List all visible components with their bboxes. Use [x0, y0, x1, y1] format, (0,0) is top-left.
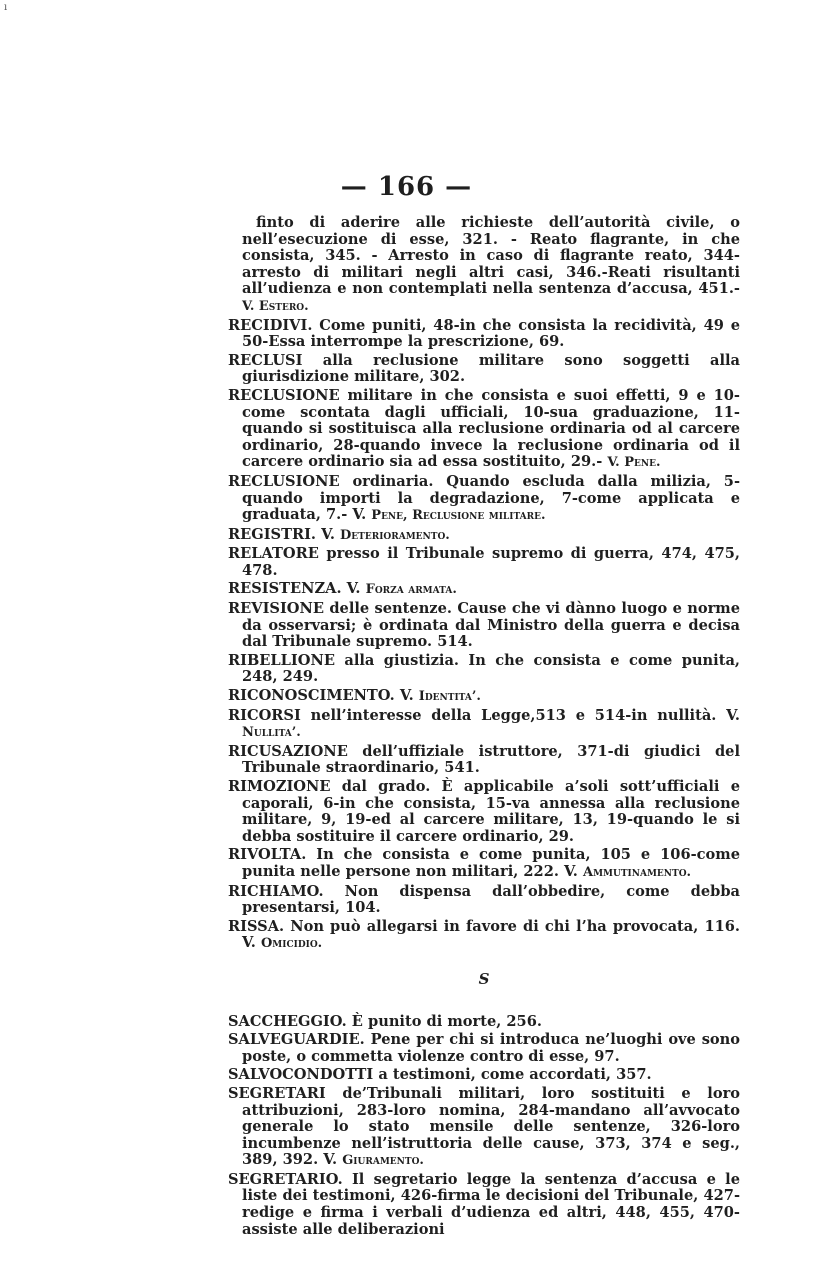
index-entry [228, 1086, 740, 1170]
entry-text: In che consista e come punita, 105 e 106-come punita nelle persone non militari, 222. V. [242, 846, 740, 880]
entry-headword: RELATORE [228, 545, 319, 563]
index-entry [228, 688, 740, 706]
index-entry [228, 546, 740, 579]
entry-cross-reference: Giuramento. [342, 1153, 424, 1169]
entry-text: de’Tribunali militari, loro sostituiti e loro attribuzioni, 283-loro nomina, 284-mandano all’avvocato generale lo stato mensile delle sentenze, 326-loro incumbenze nell’istruttoria delle cause, 373, 374 e seg., 389, 392. V. [242, 1084, 740, 1169]
index-entry [228, 388, 740, 472]
entry-headword: RICONOSCIMENTO. [228, 687, 395, 705]
entry-text: militare in che consista e suoi effetti, 9 e 10-come scontata dagli ufficiali, 10-sua graduazione, 11-quando si sostituisca alla reclusione ordinaria od al carcere ordinario, 28-quando invece la reclusione ordinaria od il carcere ordinario sia ad essa sostituito, 29.- [242, 386, 740, 471]
entry-text: a testimoni, come accordati, 357. [378, 1066, 652, 1084]
index-entry [228, 744, 740, 777]
index-entry [228, 1067, 740, 1084]
index-entry [228, 474, 740, 525]
entry-text: dell’uffiziale istruttore, 371-di giudici del Tribunale straordinario, 541. [242, 742, 740, 777]
index-entry [228, 1172, 740, 1238]
page-corner-mark: ı [4, 2, 8, 13]
index-entry [228, 919, 740, 953]
entry-headword: SEGRETARI [228, 1084, 326, 1102]
entry-text: V. [399, 687, 414, 705]
index-entry [228, 215, 740, 316]
entry-text: Come puniti, 48-in che consista la recidività, 49 e 50-Essa interrompe la prescrizione, 69. [242, 316, 740, 351]
entry-text: alla giustizia. In che consista e come punita, 248, 249. [242, 651, 740, 686]
page-number: — 166 — [340, 172, 473, 202]
entry-text: Il segretario legge la sentenza d’accusa e le liste dei testimoni, 426-firma le decisioni del Tribunale, 427-redige e firma i verbali d’udienza ed altri, 448, 455, 470-assiste alle deliberazioni [242, 1170, 740, 1238]
entry-text: ordinaria. Quando escluda dalla milizia, 5-quando importi la degradazione, 7-come applicata e graduata, 7.- V. [242, 472, 740, 524]
entry-headword: SALVEGUARDIE. [228, 1031, 365, 1049]
entry-headword: RECLUSIONE [228, 472, 340, 490]
index-entry [228, 779, 740, 845]
entry-headword: RESISTENZA. [228, 580, 342, 598]
entry-headword: SEGRETARIO. [228, 1170, 343, 1188]
index-entry [228, 318, 740, 351]
entry-cross-reference: Forza armata. [365, 582, 457, 598]
entry-cross-reference: V. Estero. [242, 298, 309, 314]
entry-headword: SACCHEGGIO. [228, 1012, 347, 1030]
entry-cross-reference: Omicidio. [260, 936, 323, 952]
entry-text: V. [321, 525, 335, 543]
entry-headword: RECLUSIONE [228, 386, 340, 404]
entry-text: delle sentenze. Cause che vi dànno luogo e norme da osservarsi; è ordinata dal Ministro della guerra e decisa dal Tribunale supremo. 514. [242, 600, 740, 651]
entry-text: nell’interesse della Legge,513 e 514-in nullità. V. [310, 706, 740, 724]
index-text-block [228, 215, 740, 1240]
entry-headword: REGISTRI. [228, 525, 316, 543]
index-entry [228, 708, 740, 742]
entry-cross-reference: Identita’. [418, 689, 481, 705]
entry-headword: REVISIONE [228, 600, 324, 618]
entry-headword: SALVOCONDOTTI [228, 1066, 374, 1084]
entry-headword: RIBELLIONE [228, 651, 335, 669]
entry-headword: RICUSAZIONE [228, 742, 348, 760]
index-entry [228, 653, 740, 686]
entry-headword: RECIDIVI. [228, 316, 313, 334]
entry-headword: RICORSI [228, 706, 301, 724]
section-letter-heading: S [478, 969, 490, 988]
entry-text: È punito di morte, 256. [351, 1012, 542, 1030]
entry-headword: RECLUSI [228, 351, 303, 369]
entry-text: Non dispensa dall’obbedire, come debba presentarsi, 104. [242, 882, 740, 917]
entry-cross-reference: Deterioramento. [340, 527, 450, 543]
entries-letter-r [228, 215, 740, 953]
entry-cross-reference: Nullita’. [242, 725, 301, 741]
entry-text: dal grado. È applicabile a’soli sott’ufficiali e caporali, 6-in che consista, 15-va annessa alla reclusione militare, 9, 19-ed al carcere militare, 13, 19-quando le si debba sostituire il carcere ordinario, 29. [242, 778, 740, 845]
entry-text: presso il Tribunale supremo di guerra, 474, 475, 478. [242, 545, 740, 579]
index-entry [228, 353, 740, 386]
entry-text: V. [346, 580, 361, 598]
index-entry [228, 847, 740, 881]
entries-letter-s [228, 1014, 740, 1239]
entry-headword: RISSA. [228, 917, 285, 935]
entry-text: Pene per chi si introduca ne’luoghi ove sono poste, o commetta violenze contro di esse, 97. [242, 1031, 740, 1065]
entry-headword: RIVOLTA. [228, 846, 307, 864]
entry-cross-reference: Ammutinamento. [582, 864, 692, 880]
entry-headword: RICHIAMO. [228, 882, 324, 900]
index-entry [228, 527, 740, 545]
index-entry [228, 601, 740, 651]
index-entry [228, 1014, 740, 1031]
entry-cross-reference: Pene, Reclusione militare. [371, 508, 546, 524]
entry-text: alla reclusione militare sono soggetti alla giurisdizione militare, 302. [242, 351, 740, 386]
entry-headword: RIMOZIONE [228, 778, 331, 795]
index-entry [228, 1032, 740, 1065]
entry-cross-reference: V. Pene. [607, 455, 661, 471]
index-entry [228, 884, 740, 917]
entry-text: finto di aderire alle richieste dell’autorità civile, o nell’esecuzione di esse, 321. - Reato flagrante, in che consista, 345. - Arresto in caso di flagrante reato, 344-arresto di militari negli altri casi, 346.-Reati risultanti all’udienza e non contemplati nella sentenza d’accusa, 451.- [242, 214, 740, 298]
entry-text: Non può allegarsi in favore di chi l’ha provocata, 116. V. [242, 917, 740, 952]
index-entry [228, 581, 740, 599]
